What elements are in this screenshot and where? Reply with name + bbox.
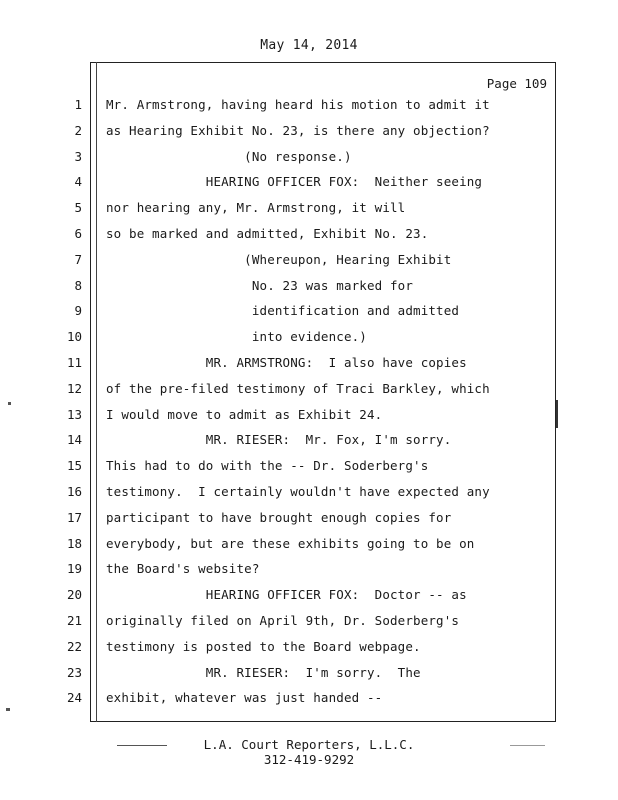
line-number: 12 [66, 381, 82, 396]
line-text: (Whereupon, Hearing Exhibit [106, 252, 452, 267]
line-number: 3 [74, 149, 82, 164]
header-date: May 14, 2014 [260, 38, 358, 53]
footer-right-mark [510, 745, 545, 746]
line-number: 5 [74, 200, 82, 215]
line-text: testimony is posted to the Board webpage. [106, 639, 421, 654]
footer-phone: 312-419-9292 [263, 752, 355, 767]
margin-rule [96, 62, 97, 722]
line-number: 23 [66, 665, 82, 680]
line-text: MR. ARMSTRONG: I also have copies [106, 355, 467, 370]
page-number: Page 109 [486, 76, 547, 91]
line-number: 11 [66, 355, 82, 370]
footer-company: L.A. Court Reporters, L.L.C. [203, 737, 415, 752]
line-text: identification and admitted [106, 303, 460, 318]
line-text: MR. RIESER: I'm sorry. The [106, 665, 421, 680]
line-number: 1 [74, 97, 82, 112]
line-text: This had to do with the -- Dr. Soderberg's [106, 458, 429, 473]
line-text: into evidence.) [106, 329, 367, 344]
line-text: No. 23 was marked for [106, 278, 414, 293]
scan-speck [6, 708, 10, 711]
line-text: (No response.) [106, 149, 352, 164]
line-text: Mr. Armstrong, having heard his motion to admit it [106, 97, 490, 112]
line-text: exhibit, whatever was just handed -- [106, 690, 383, 705]
line-number: 24 [66, 690, 82, 705]
line-number: 17 [66, 510, 82, 525]
line-number: 4 [74, 174, 82, 189]
line-number: 22 [66, 639, 82, 654]
line-text: everybody, but are these exhibits going to be on [106, 536, 475, 551]
line-text: testimony. I certainly wouldn't have expected any [106, 484, 490, 499]
line-number: 15 [66, 458, 82, 473]
line-text: MR. RIESER: Mr. Fox, I'm sorry. [106, 432, 452, 447]
line-number: 14 [66, 432, 82, 447]
line-text: as Hearing Exhibit No. 23, is there any objection? [106, 123, 490, 138]
line-text: so be marked and admitted, Exhibit No. 23. [106, 226, 429, 241]
line-number: 20 [66, 587, 82, 602]
footer-left-mark [117, 745, 167, 746]
line-number: 18 [66, 536, 82, 551]
line-number: 9 [74, 303, 82, 318]
line-text: participant to have brought enough copies for [106, 510, 452, 525]
line-text: the Board's website? [106, 561, 260, 576]
line-text: I would move to admit as Exhibit 24. [106, 407, 383, 422]
line-number: 16 [66, 484, 82, 499]
line-number: 21 [66, 613, 82, 628]
line-number: 19 [66, 561, 82, 576]
scan-speck [8, 402, 11, 405]
line-number: 6 [74, 226, 82, 241]
scan-speck [556, 400, 558, 428]
line-number: 8 [74, 278, 82, 293]
line-number: 2 [74, 123, 82, 138]
line-number: 10 [66, 329, 82, 344]
line-number: 7 [74, 252, 82, 267]
line-text: HEARING OFFICER FOX: Neither seeing [106, 174, 483, 189]
line-text: originally filed on April 9th, Dr. Soderberg's [106, 613, 460, 628]
line-text: of the pre-filed testimony of Traci Barkley, which [106, 381, 490, 396]
line-number: 13 [66, 407, 82, 422]
line-text: HEARING OFFICER FOX: Doctor -- as [106, 587, 467, 602]
line-text: nor hearing any, Mr. Armstrong, it will [106, 200, 406, 215]
